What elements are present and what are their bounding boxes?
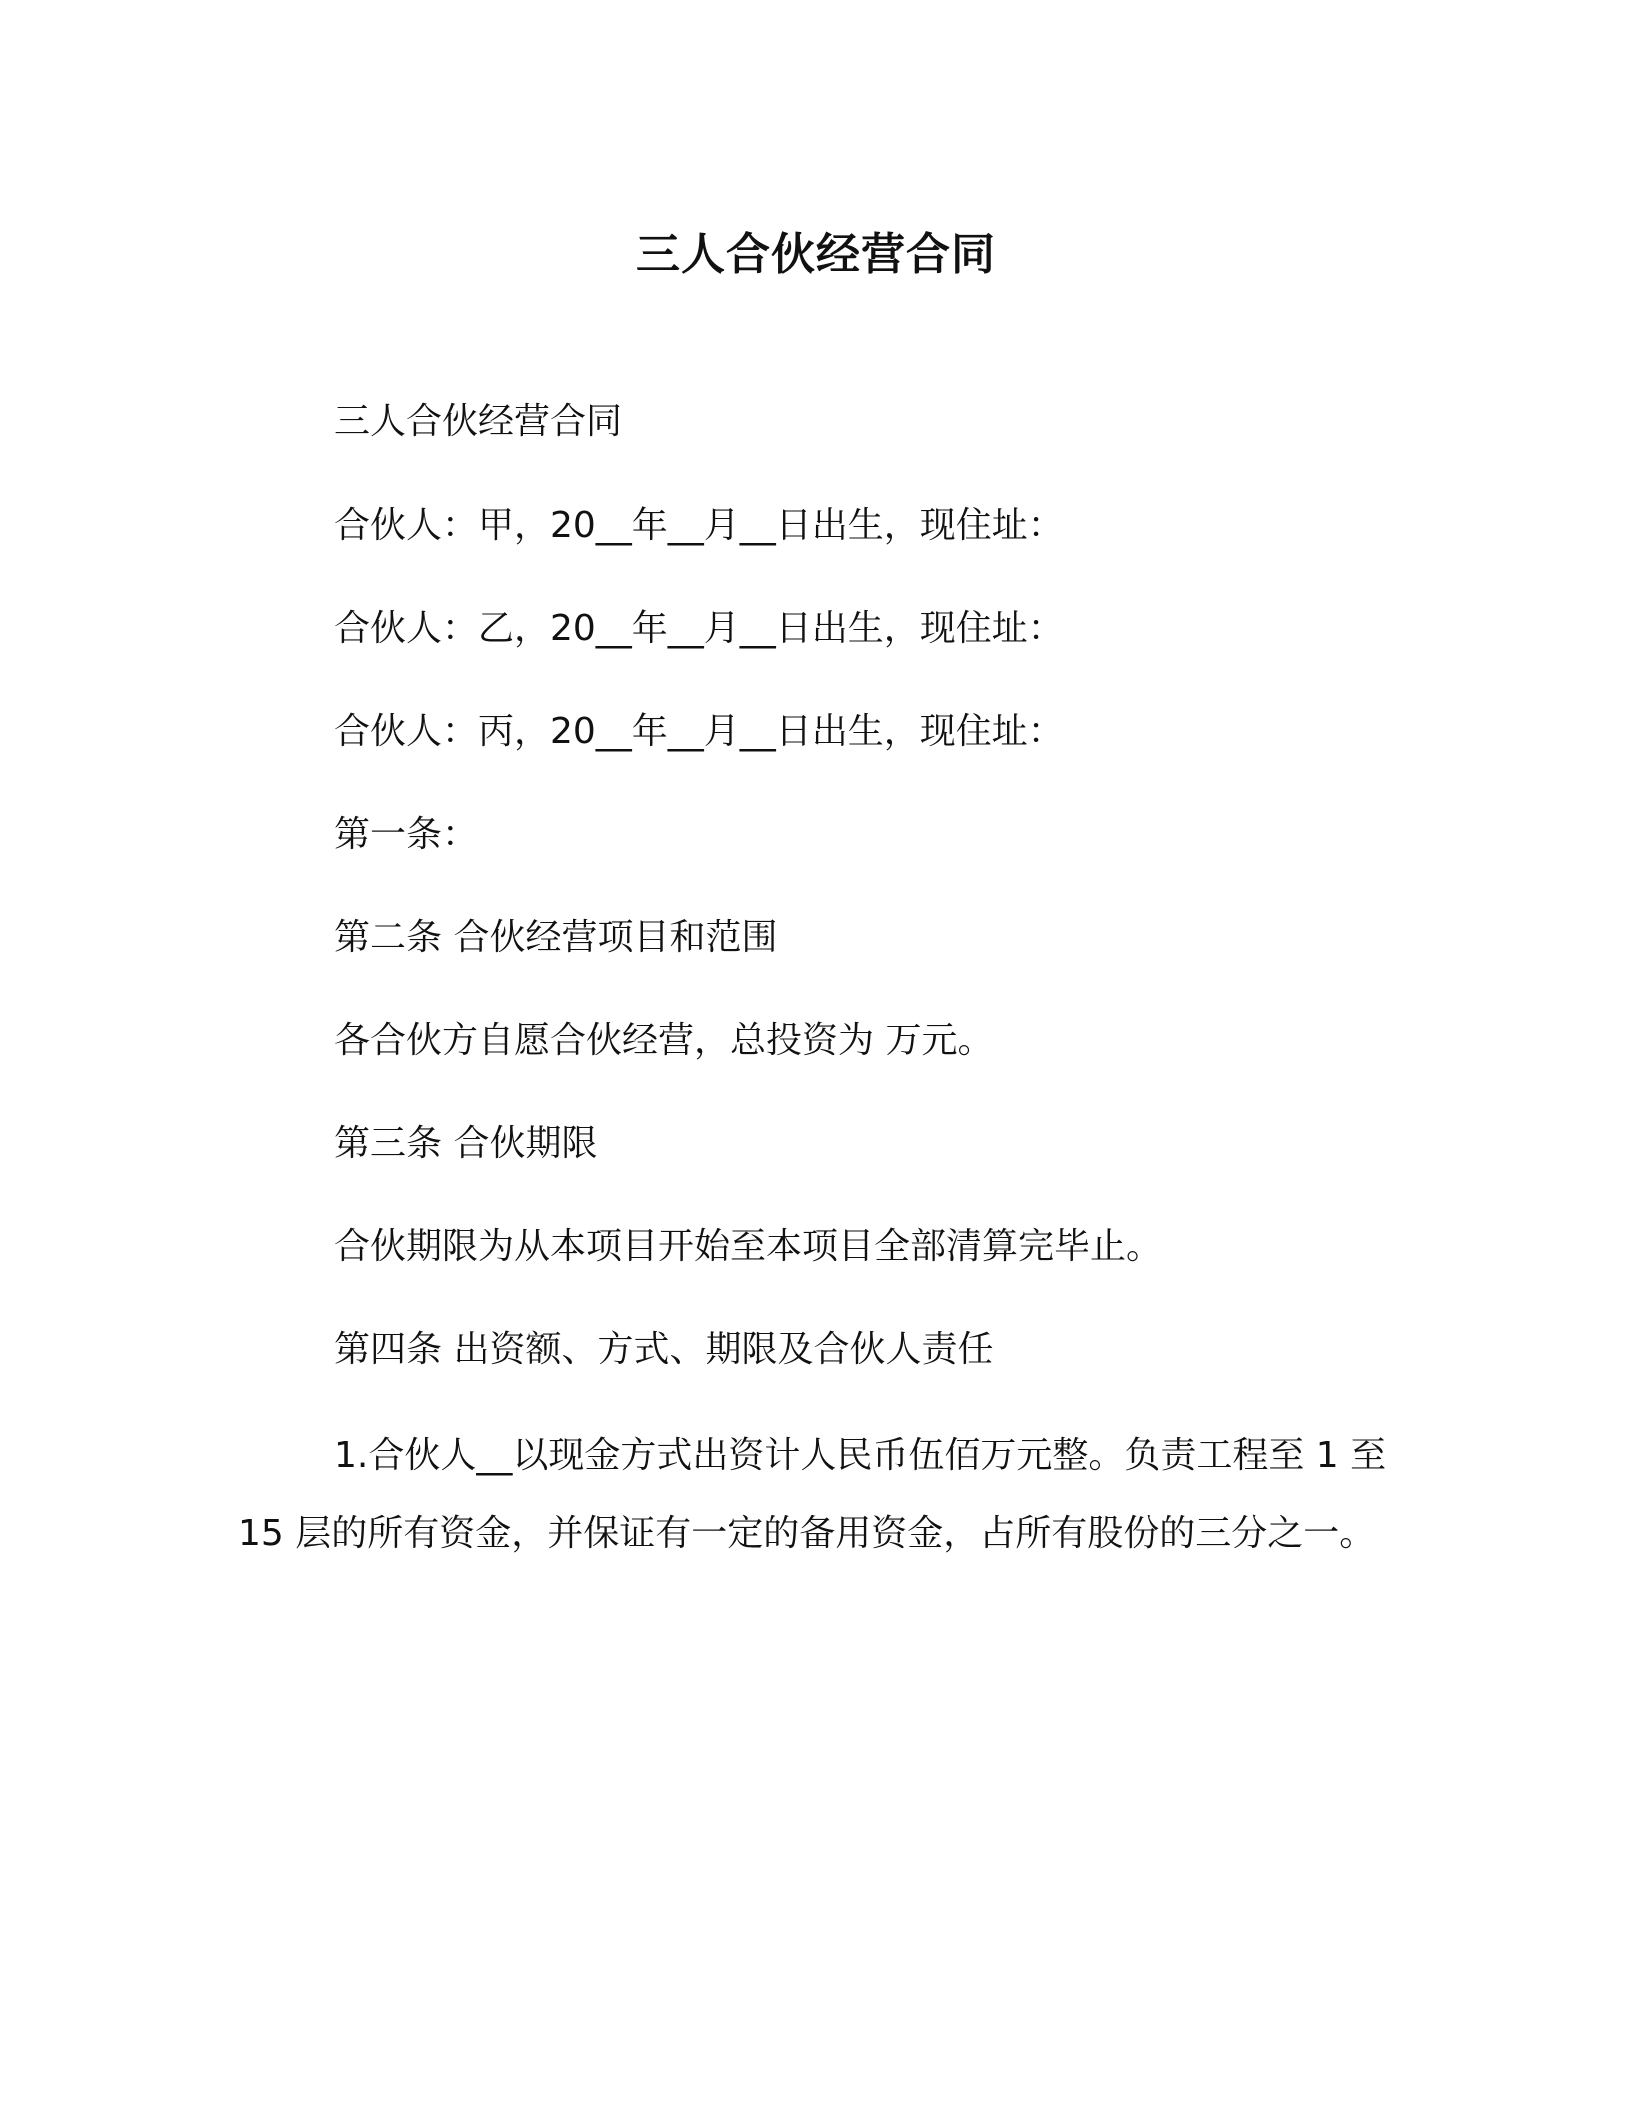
document-title: 三人合伙经营合同 <box>636 229 996 280</box>
paragraph-article-2-heading: 第二条 合伙经营项目和范围 <box>334 917 778 958</box>
paragraph-partner-a: 合伙人：甲，20__年__月__日出生，现住址： <box>334 505 1064 546</box>
paragraph-subtitle: 三人合伙经营合同 <box>334 401 623 442</box>
paragraph-article-4-heading: 第四条 出资额、方式、期限及合伙人责任 <box>334 1329 994 1370</box>
paragraph-article-3-body: 合伙期限为从本项目开始至本项目全部清算完毕止。 <box>334 1226 1163 1267</box>
paragraph-article-1: 第一条： <box>334 814 479 855</box>
paragraph-partner-b: 合伙人：乙，20__年__月__日出生，现住址： <box>334 608 1064 649</box>
paragraph-article-4-item-1: 1.合伙人__以现金方式出资计人民币伍佰万元整。负责工程至 1 至 15 层的所有资金，并保证有一定的备用资金，占所有股份的三分之一。 <box>238 1435 1387 1554</box>
paragraph-article-3-heading: 第三条 合伙期限 <box>334 1123 598 1164</box>
paragraph-article-2-body: 各合伙方自愿合伙经营，总投资为 万元。 <box>334 1020 994 1061</box>
paragraph-partner-c: 合伙人：丙，20__年__月__日出生，现住址： <box>334 711 1064 752</box>
